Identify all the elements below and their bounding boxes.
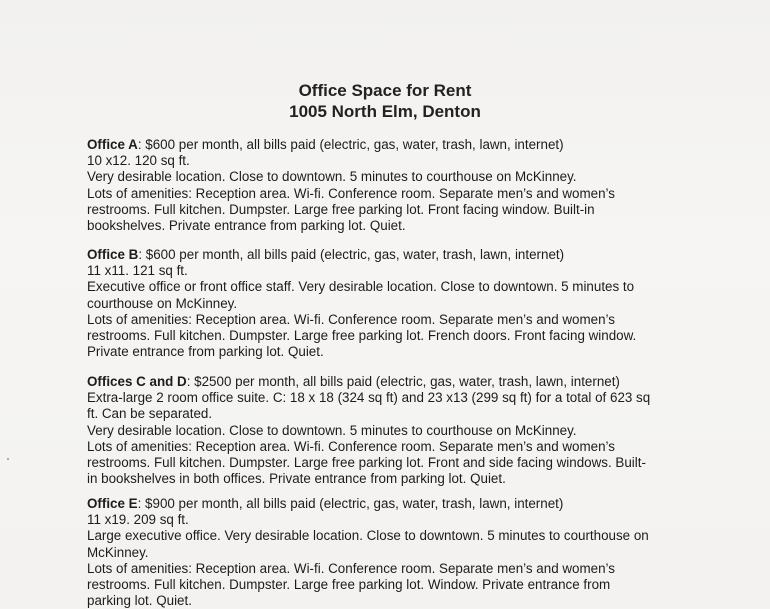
listing-line: restrooms. Full kitchen. Dumpster. Large free parking lot. French doors. Front facing window. [87, 328, 637, 344]
title-block [0, 80, 770, 122]
listing-name: Office B [87, 247, 139, 262]
page-address: 1005 North Elm, Denton [289, 102, 481, 121]
listing-offices-c-d [87, 374, 697, 487]
listing-line: courthouse on McKinney. [87, 295, 238, 311]
listing-office-a [87, 137, 697, 234]
listing-line: bookshelves. Private entrance from parking lot. Quiet. [87, 218, 406, 234]
listing-line: 11 x19. 209 sq ft. [87, 512, 189, 528]
listing-line: Lots of amenities: Reception area. Wi-fi. Conference room. Separate men’s and women’s [87, 560, 615, 576]
listing-line: Large executive office. Very desirable location. Close to downtown. 5 minutes to courthouse on [87, 528, 649, 544]
listing-heading [87, 247, 697, 263]
listing-line: Private entrance from parking lot. Quiet. [87, 344, 324, 360]
listing-office-e [87, 496, 697, 609]
listing-line: Lots of amenities: Reception area. Wi-fi. Conference room. Separate men’s and women’s [87, 438, 615, 454]
listing-line: Very desirable location. Close to downtown. 5 minutes to courthouse on McKinney. [87, 169, 577, 185]
listing-name: Office A [87, 137, 138, 152]
listing-line: 11 x11. 121 sq ft. [87, 263, 188, 279]
listing-price: : $600 per month, all bills paid (electric, gas, water, trash, lawn, internet) [137, 137, 564, 152]
listing-line: Lots of amenities: Reception area. Wi-fi. Conference room. Separate men’s and women’s [87, 311, 615, 327]
listing-heading [87, 496, 697, 512]
listing-line: McKinney. [87, 544, 149, 560]
listing-line: in bookshelves in both offices. Private entrance from parking lot. Quiet. [87, 471, 506, 487]
listing-line: Extra-large 2 room office suite. C: 18 x 18 (324 sq ft) and 23 x13 (299 sq ft) for a total of 623 sq [87, 390, 651, 406]
listing-line: restrooms. Full kitchen. Dumpster. Large free parking lot. Window. Private entrance from [87, 577, 611, 593]
page-title: Office Space for Rent [298, 81, 472, 100]
listing-heading [87, 137, 697, 153]
listing-name: Offices C and D [87, 374, 187, 389]
listing-line: restrooms. Full kitchen. Dumpster. Large free parking lot. Front facing window. Built-in [87, 201, 595, 217]
listing-price: : $900 per month, all bills paid (electric, gas, water, trash, lawn, internet) [137, 496, 564, 511]
listing-line: Lots of amenities: Reception area. Wi-fi. Conference room. Separate men’s and women’s [87, 185, 615, 201]
listing-name: Office E [87, 496, 138, 511]
scan-speck [7, 458, 9, 460]
listing-heading [87, 374, 697, 390]
listing-line: Executive office or front office staff. Very desirable location. Close to downtown. 5 minutes to [87, 279, 635, 295]
listing-price: : $2500 per month, all bills paid (electric, gas, water, trash, lawn, internet) [186, 374, 620, 389]
listing-line: 10 x12. 120 sq ft. [87, 153, 190, 169]
listing-line: ft. Can be separated. [87, 406, 213, 422]
listing-price: : $600 per month, all bills paid (electric, gas, water, trash, lawn, internet) [138, 247, 565, 262]
listing-line: restrooms. Full kitchen. Dumpster. Large free parking lot. Front and side facing windows. Built- [87, 455, 646, 471]
listing-office-b [87, 247, 697, 360]
listing-line: Very desirable location. Close to downtown. 5 minutes to courthouse on McKinney. [87, 422, 577, 438]
listing-line: parking lot. Quiet. [87, 593, 192, 609]
